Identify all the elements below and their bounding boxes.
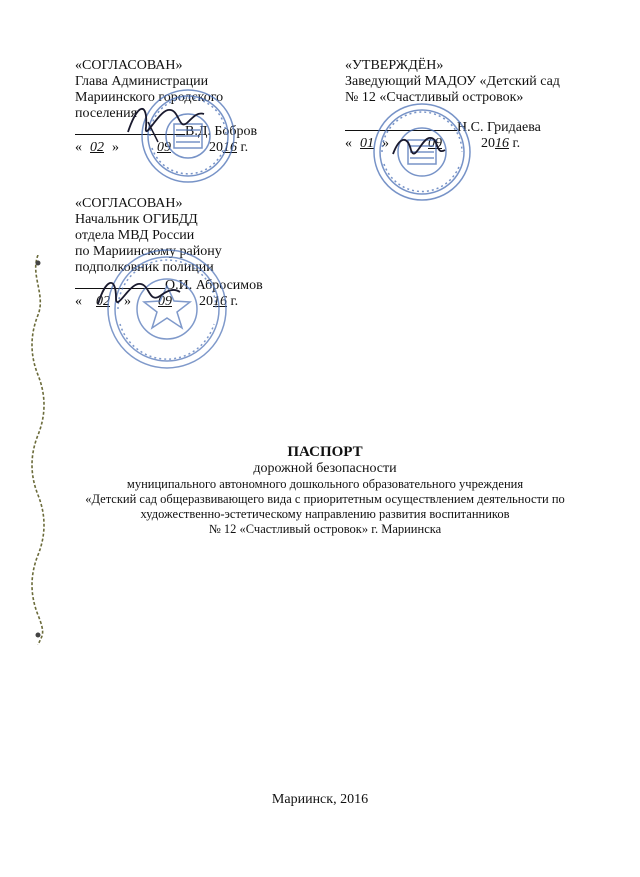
approver-position: Начальник ОГИБДД bbox=[75, 212, 198, 227]
document-title: ПАСПОРТ bbox=[287, 444, 363, 460]
approver-position: Глава Администрации bbox=[75, 74, 209, 89]
binding-thread bbox=[26, 255, 50, 645]
place-and-year: Мариинск, 2016 bbox=[271, 792, 369, 807]
document-subtitle: дорожной безопасности bbox=[253, 461, 397, 476]
date-day: 02 bbox=[96, 294, 110, 309]
date-day: 01 bbox=[360, 136, 374, 151]
approval-header: «СОГЛАСОВАН» bbox=[75, 58, 183, 73]
signature-admin bbox=[118, 92, 208, 152]
approver-organization: Мариинского городского bbox=[75, 90, 224, 105]
institution-direction: художественно-эстетическому направлению развития воспитанников bbox=[140, 507, 510, 521]
institution-number: № 12 «Счастливый островок» г. Мариинска bbox=[208, 522, 442, 536]
approval-header: «УТВЕРЖДЁН» bbox=[345, 58, 444, 73]
approver-name: О.И. Абросимов bbox=[165, 278, 263, 293]
institution-type: муниципального автономного дошкольного образовательного учреждения bbox=[126, 477, 524, 491]
signature-head bbox=[385, 120, 455, 170]
date-year: 16 bbox=[495, 136, 509, 151]
signature-police bbox=[92, 268, 182, 318]
approver-department: отдела МВД России bbox=[75, 228, 195, 243]
date-year: 16 bbox=[223, 140, 237, 155]
approver-position: Заведующий МАДОУ «Детский сад bbox=[345, 74, 560, 89]
approver-rank: подполковник полиции bbox=[75, 260, 214, 275]
approver-name: В.Д. Бобров bbox=[185, 124, 258, 139]
approval-date: « 01 » 09 2016 г. bbox=[345, 136, 521, 151]
approver-district: по Мариинскому району bbox=[75, 244, 222, 259]
approval-date: « 02 » 09 2016 г. bbox=[75, 140, 249, 155]
approval-date: « 02 » 09 2016 г. bbox=[75, 294, 239, 309]
date-day: 02 bbox=[90, 140, 104, 155]
date-month: 09 bbox=[428, 136, 442, 151]
passport-title-block bbox=[70, 443, 580, 537]
approver-organization-cont: поселения bbox=[75, 106, 138, 121]
institution-name: «Детский сад общеразвивающего вида с приоритетным осуществлением деятельности по bbox=[85, 492, 565, 506]
approver-name: Н.С. Гридаева bbox=[457, 120, 541, 135]
approval-header: «СОГЛАСОВАН» bbox=[75, 196, 183, 211]
date-year: 16 bbox=[213, 294, 227, 309]
date-month: 09 bbox=[158, 294, 172, 309]
approver-organization: № 12 «Счастливый островок» bbox=[345, 90, 524, 105]
date-month: 09 bbox=[157, 140, 171, 155]
